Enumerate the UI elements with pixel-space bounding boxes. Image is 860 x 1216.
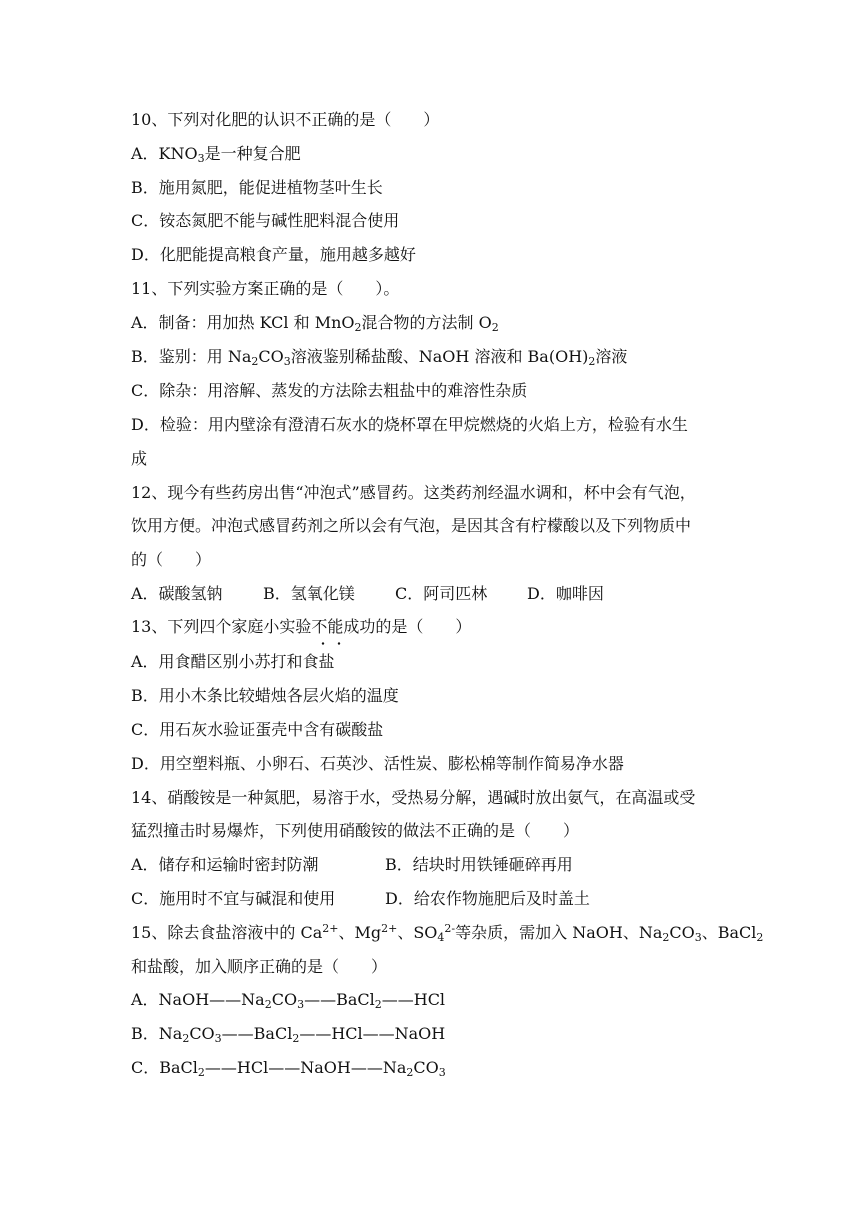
q11-stem: 11、下列实验方案正确的是（ ）。 [131, 279, 400, 298]
q15-stem-line1: 15、除去食盐溶液中的 $Ca^{2+}$、$Mg^{2+}$、$SO_4^{2-}$等杂质，需加入 NaOH、$Na_2CO_3$、BaCl$_2$ [131, 922, 764, 944]
q15-option-c: C．$BaCl_2——HCl——NaOH——Na_2CO_3$ [131, 1058, 446, 1079]
q12-option-c: C．阿司匹林 [395, 584, 488, 603]
q12-stem-line1: 12、现今有些药房出售“冲泡式”感冒药。这类药剂经温水调和，杯中会有气泡， [131, 483, 696, 502]
emphasis-dots: 不能 [311, 615, 343, 639]
q11-option-b: B．鉴别：用 $Na_2CO_3$溶液鉴别稀盐酸、NaOH 溶液和 $Ba(OH)_2$溶液 [131, 347, 628, 368]
q12-options [131, 582, 742, 606]
q11-option-a: A．制备：用加热 KCl 和 MnO$_2$混合物的方法制 $O_2$ [131, 313, 499, 334]
q15-option-b: B．$Na_2CO_3——BaCl_2——HCl——NaOH$ [131, 1024, 446, 1045]
q10-option-a: A．$KNO_3$是一种复合肥 [131, 144, 301, 165]
q10-option-d: D．化肥能提高粮食产量，施用越多越好 [131, 245, 416, 264]
q14-options-cd [131, 887, 742, 911]
q12-option-b: B．氢氧化镁 [263, 584, 355, 603]
q14-option-c: C．施用时不宜与碱混和使用 [131, 889, 336, 908]
q15-stem-line2: 和盐酸，加入顺序正确的是（ ） [131, 957, 388, 976]
q10-option-b: B．施用氮肥，能促进植物茎叶生长 [131, 178, 383, 197]
q14-option-b: B．结块时用铁锤砸碎再用 [385, 855, 573, 874]
q14-stem-line1: 14、硝酸铵是一种氮肥，易溶于水，受热易分解，遇碱时放出氨气，在高温或受 [131, 788, 696, 807]
q13-option-a: A．用食醋区别小苏打和食盐 [131, 652, 335, 671]
q11-option-d-cont: 成 [131, 449, 148, 468]
q13-option-b: B．用小木条比较蜡烛各层火焰的温度 [131, 686, 399, 705]
q13-option-c: C．用石灰水验证蛋壳中含有碳酸盐 [131, 720, 384, 739]
q15-option-a: A．$NaOH——Na_2CO_3——BaCl_2——HCl$ [131, 990, 446, 1011]
q10-option-c: C．铵态氮肥不能与碱性肥料混合使用 [131, 211, 400, 230]
q14-option-d: D．给农作物施肥后及时盖土 [385, 889, 590, 908]
q12-option-d: D．咖啡因 [527, 584, 604, 603]
q12-option-a: A．碳酸氢钠 [131, 584, 223, 603]
q13-stem: 13、下列四个家庭小实验不能成功的是（ ） [131, 615, 742, 639]
q11-option-c: C．除杂：用溶解、蒸发的方法除去粗盐中的难溶性杂质 [131, 381, 528, 400]
q13-option-d: D．用空塑料瓶、小卵石、石英沙、活性炭、膨松棉等制作简易净水器 [131, 754, 624, 773]
q14-stem-line2: 猛烈撞击时易爆炸，下列使用硝酸铵的做法不正确的是（ ） [131, 821, 580, 840]
q14-options-ab [131, 853, 742, 877]
q11-option-d: D．检验：用内壁涂有澄清石灰水的烧杯罩在甲烷燃烧的火焰上方，检验有水生 [131, 415, 688, 434]
q10-stem: 10、下列对化肥的认识不正确的是（ ） [131, 110, 440, 129]
q14-option-a: A．储存和运输时密封防潮 [131, 855, 319, 874]
q12-stem-line2: 饮用方便。冲泡式感冒药剂之所以会有气泡，是因其含有柠檬酸以及下列物质中 [131, 516, 692, 535]
q12-stem-line3: 的（ ） [131, 550, 212, 569]
